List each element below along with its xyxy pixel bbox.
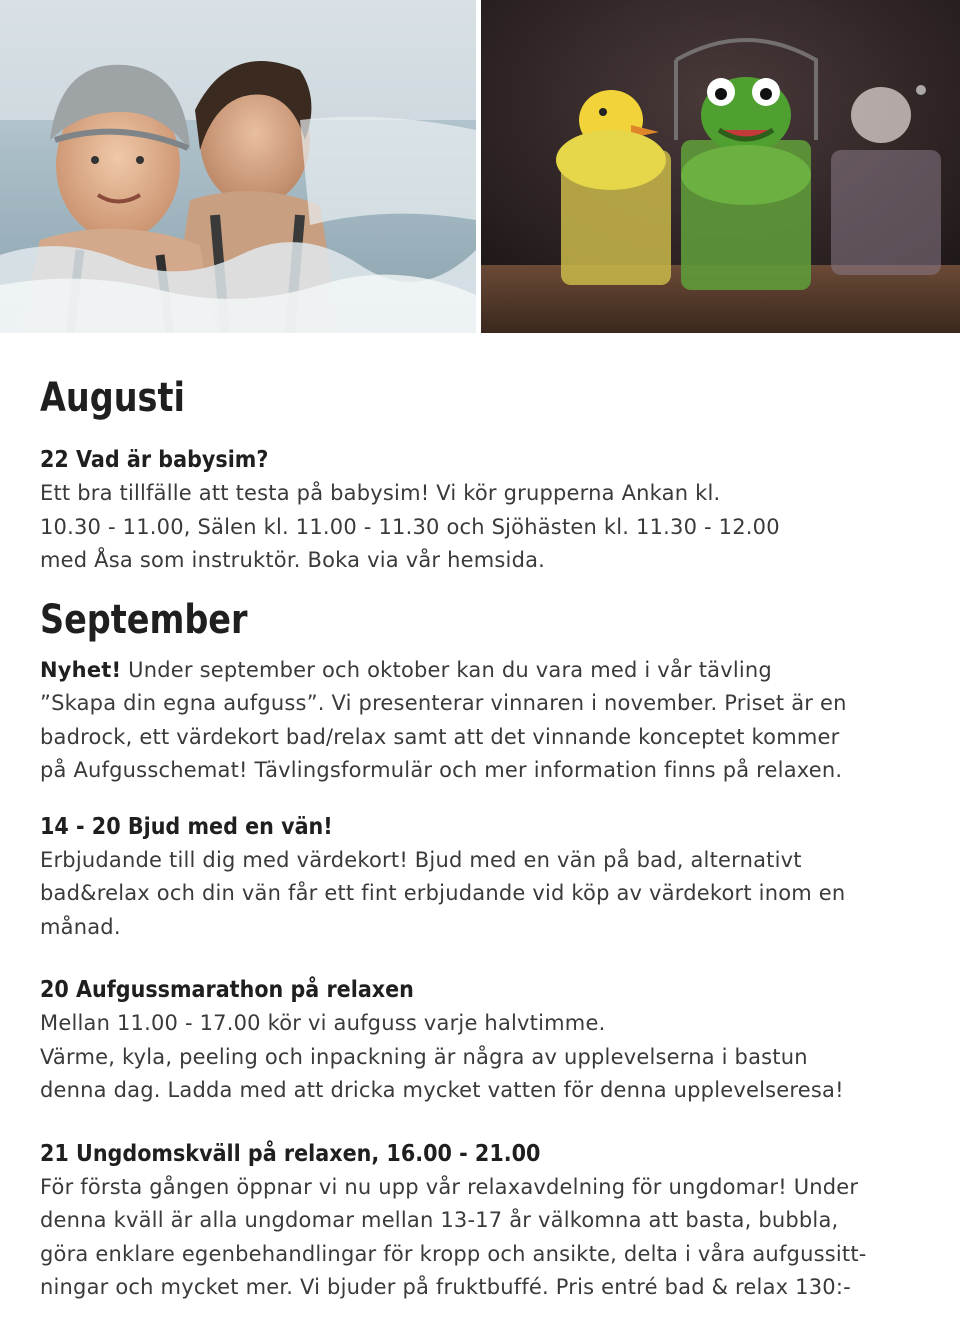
event-aufgussmarathon [40, 974, 920, 1108]
text-line: denna kväll är alla ungdomar mellan 13-17 år välkomna att basta, bubbla, [40, 1208, 839, 1232]
text-segment: Under september och oktober kan du vara med i vår tävling [121, 657, 772, 682]
event-title: 14 - 20 Bjud med en vän! [40, 813, 333, 840]
event-title: 22 Vad är babysim? [40, 447, 269, 473]
nyhet-lead: Nyhet! [40, 657, 122, 682]
text-line [40, 654, 920, 688]
text-line: ningar och mycket mer. Vi bjuder på fruktbuffé. Pris entré bad & relax 130:- [40, 1275, 851, 1299]
text-line: badrock, ett värdekort bad/relax samt att det vinnande konceptet kommer [40, 724, 840, 749]
event-bjud-med-en-van [40, 811, 920, 945]
event-description [40, 1171, 920, 1305]
gift-baskets-photo [481, 0, 960, 333]
text-line: ”Skapa din egna aufguss”. Vi presenterar vinnaren i november. Priset är en [40, 691, 847, 715]
event-title: 20 Aufgussmarathon på relaxen [40, 977, 414, 1003]
text-line: med Åsa som instruktör. Boka via vår hemsida. [40, 548, 546, 572]
text-line: göra enklare egenbehandlingar för kropp och ansikte, delta i våra aufgussitt- [40, 1241, 867, 1266]
event-description [40, 1007, 920, 1108]
text-line: bad&relax och din vän får ett fint erbjudande vid köp av värdekort inom en [40, 881, 846, 905]
month-heading-augusti: Augusti [40, 375, 185, 421]
text-line: Mellan 11.00 - 17.00 kör vi aufguss varje halvtimme. [40, 1011, 606, 1035]
text-line: Ett bra tillfälle att testa på babysim! Vi kör grupperna Ankan kl. [40, 481, 721, 505]
text-line: Värme, kyla, peeling och inpackning är några av upplevelserna i bastun [40, 1044, 808, 1069]
text-line: För första gången öppnar vi nu upp vår relaxavdelning för ungdomar! Under [40, 1174, 859, 1199]
event-description [40, 654, 920, 788]
event-description [40, 844, 920, 945]
spa-bathers-photo [0, 0, 476, 333]
text-line: denna dag. Ladda med att dricka mycket vatten för denna upplevelseresa! [40, 1078, 844, 1102]
events-column [40, 372, 920, 1305]
event-title: 21 Ungdomskväll på relaxen, 16.00 - 21.00 [40, 1140, 541, 1167]
text-line: Erbjudande till dig med värdekort! Bjud med en vän på bad, alternativt [40, 847, 802, 872]
month-heading-september: September [40, 596, 248, 643]
event-nyhet [40, 654, 920, 788]
event-babysim [40, 444, 920, 578]
event-description [40, 477, 920, 578]
event-ungdomskvall [40, 1138, 920, 1305]
text-line: månad. [40, 914, 121, 939]
text-line: på Aufgusschemat! Tävlingsformulär och mer information finns på relaxen. [40, 758, 843, 782]
text-line: 10.30 - 11.00, Sälen kl. 11.00 - 11.30 och Sjöhästen kl. 11.30 - 12.00 [40, 514, 780, 539]
